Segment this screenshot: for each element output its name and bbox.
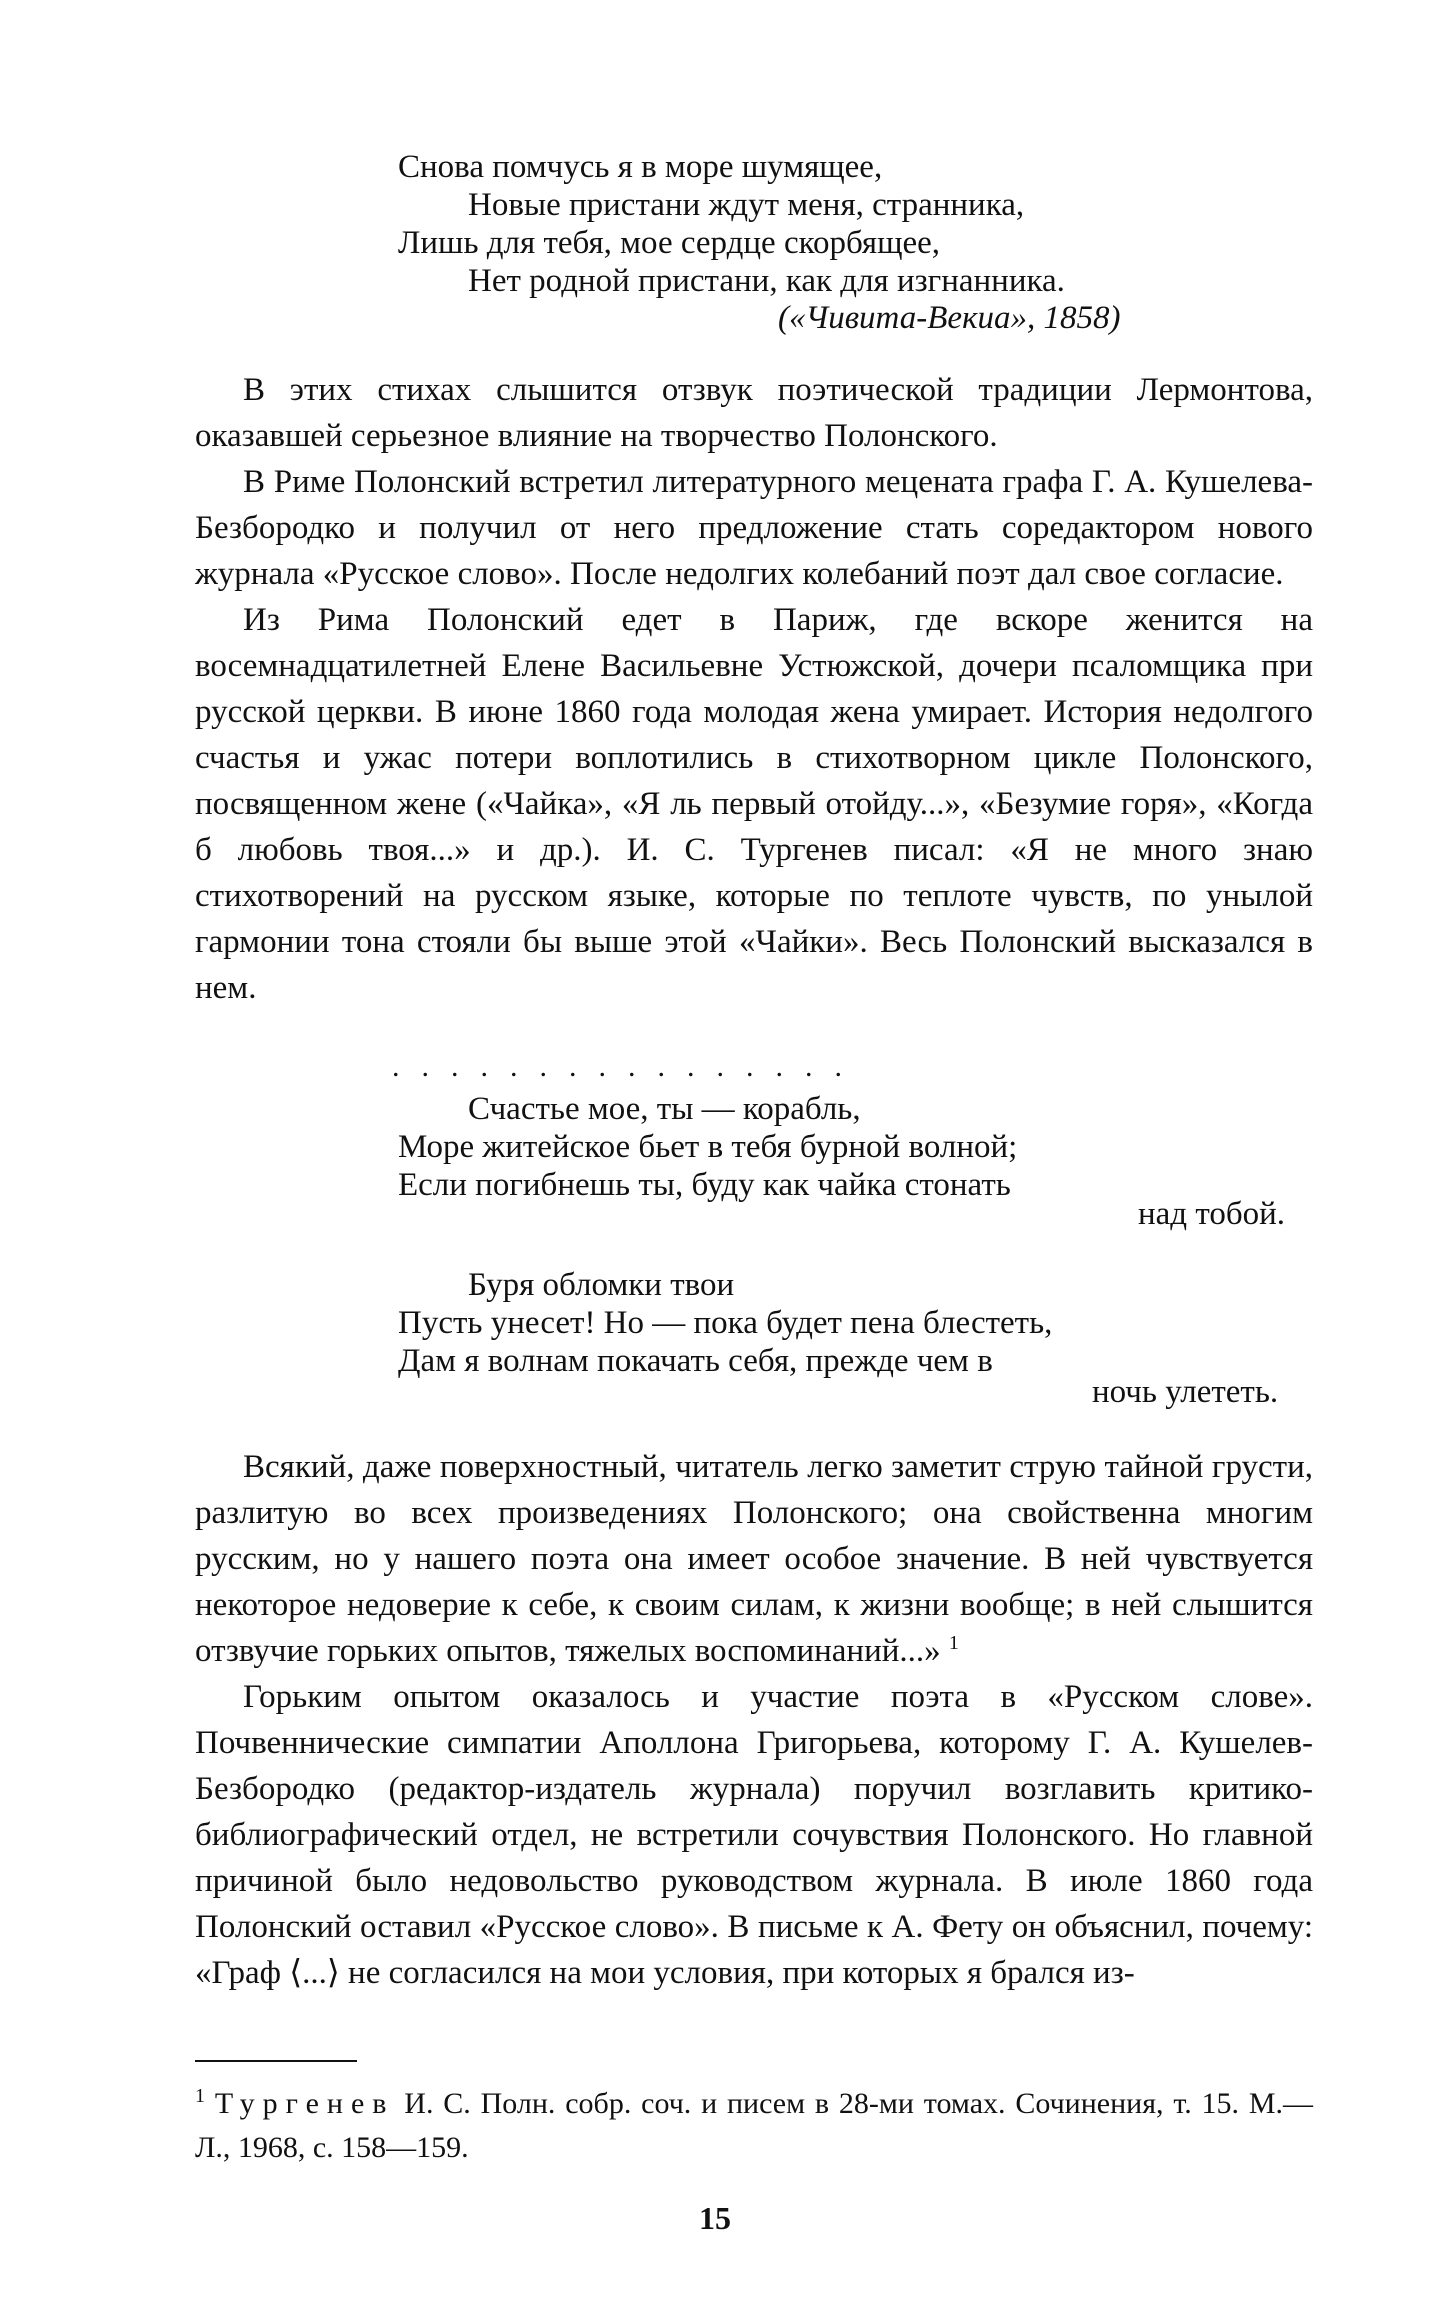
paragraph: Горьким опытом оказалось и участие поэта в «Русском слове». Почвеннические симпатии Аполлона Григорьева, которому Г. А. Кушелев-Безбородко (редактор-издатель журнала) поручил возглавить критико-библиографический отдел, не встретили сочувствия Полонского. Но главной причиной было недовольство руководством журнала. В июле 1860 года Полонский оставил «Русское слово». В письме к А. Фету он объяснил, почему: «Граф ⟨...⟩ не согласился на мои условия, при которых я брался из- <box>195 1679 1313 1991</box>
quote-text: Всякий, даже поверхностный, читатель легко заметит струю тайной грусти, разлитую во всех произведениях Полонского; она свойственна многим русским, но у нашего поэта она имеет особое значение. В ней чувствуется некоторое недоверие к себе, к своим силам, к жизни вообще; в ней слышится отзвучие горьких опытов, тяжелых воспоминаний...» <box>195 1449 1313 1669</box>
epigraph-poem <box>398 148 1065 300</box>
poem-line: Дам я волнам покачать себя, прежде чем в <box>398 1343 993 1379</box>
poem-line-tail: ночь улететь. <box>1092 1374 1279 1410</box>
body-text-bottom <box>195 1444 1313 1996</box>
footnote-divider <box>195 2060 357 2062</box>
ellipsis-separator: ................ <box>392 1050 864 1083</box>
poem-line: Буря обломки твои <box>468 1267 735 1303</box>
poem-line: Снова помчусь я в море шумящее, <box>398 149 883 185</box>
body-text-top <box>195 367 1313 1011</box>
page-number: 15 <box>699 2200 731 2236</box>
footnote-author: Тургенев <box>214 2087 395 2120</box>
poem-line: Если погибнешь ты, буду как чайка стонать <box>398 1167 1011 1203</box>
poem-line: Новые пристани ждут меня, странника, <box>468 187 1025 223</box>
poem-line: Нет родной пристани, как для изгнанника. <box>468 263 1065 299</box>
poem-line-tail: над тобой. <box>1138 1196 1286 1232</box>
poem-stanza <box>398 1266 1052 1380</box>
poem-line: Пусть унесет! Но — пока будет пена блестеть, <box>398 1305 1053 1341</box>
paragraph: Из Рима Полонский едет в Париж, где вскоре женится на восемнадцатилетней Елене Васильевне Устюжской, дочери псаломщика при русской церкви. В июне 1860 года молодая жена умирает. История недолгого счастья и ужас потери воплотились в стихотворном цикле Полонского, посвященном жене («Чайка», «Я ль первый отойду...», «Безумие горя», «Когда б любовь твоя...» и др.). И. С. Тургенев писал: «Я не много знаю стихотворений на русском языке, которые по теплоте чувств, по унылой гармонии тона стояли бы выше этой «Чайки». Весь Полонский высказался в нем. <box>195 602 1313 1006</box>
poem-line: Счастье мое, ты — корабль, <box>468 1091 861 1127</box>
footnote <box>195 2082 1313 2170</box>
poem-stanza <box>398 1090 1017 1204</box>
poem-attribution: («Чивита-Векиа», 1858) <box>778 300 1121 336</box>
paragraph <box>195 1444 1313 1674</box>
paragraph: В этих стихах слышится отзвук поэтической традиции Лермонтова, оказавшей серьезное влияние на творчество Полонского. <box>195 372 1313 454</box>
footnote-text: И. С. Полн. собр. соч. и писем в 28-ми томах. Сочинения, т. 15. М.—Л., 1968, с. 158—159. <box>195 2087 1314 2164</box>
poem-line: Лишь для тебя, мое сердце скорбящее, <box>398 225 941 261</box>
poem-line: Море житейское бьет в тебя бурной волной; <box>398 1129 1018 1165</box>
footnote-marker: 1 <box>948 1632 959 1654</box>
footnote-number: 1 <box>195 2085 205 2107</box>
paragraph: В Риме Полонский встретил литературного мецената графа Г. А. Кушелева-Безбородко и получил от него предложение стать соредактором нового журнала «Русское слово». После недолгих колебаний поэт дал свое согласие. <box>195 464 1313 592</box>
